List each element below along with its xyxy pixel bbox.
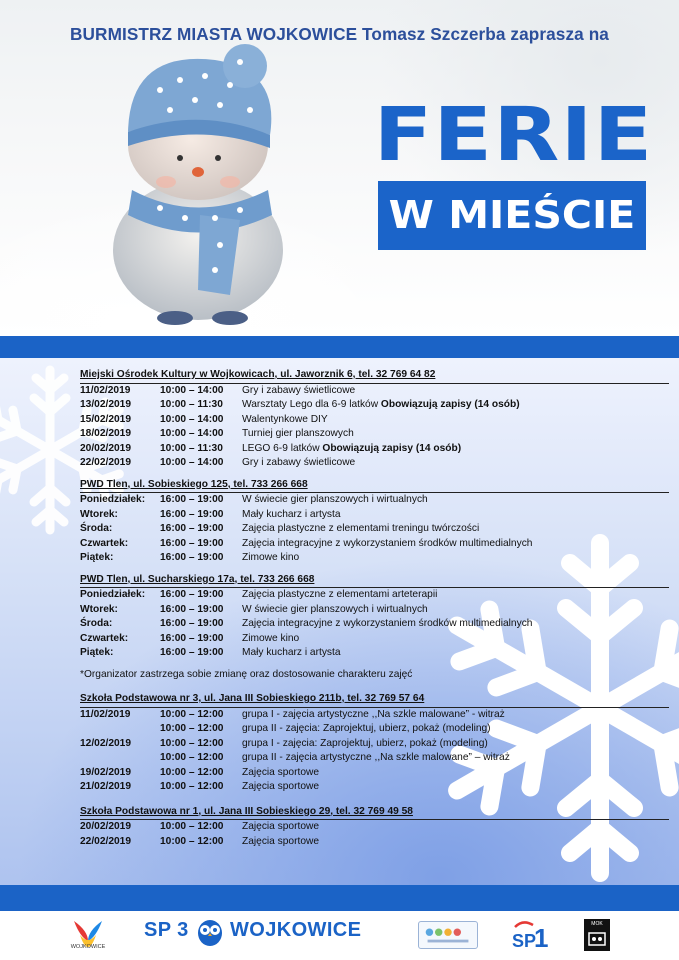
schedule-time: 10:00 – 14:00 [160,384,224,396]
owl-icon [196,917,224,947]
subtitle-box [378,181,646,250]
schedule-activity: grupa II - zajęcia artystyczne ,,Na szkle malowane” – witraż [242,752,510,763]
schedule-row [80,780,669,795]
schedule-date: 13/02/2019 [80,399,131,410]
schedule-time: 10:00 – 11:30 [160,442,223,454]
schedule-activity: Gry i zabawy świetlicowe [242,384,356,396]
schedule-activity: Turniej gier planszowych [242,428,354,439]
schedule-row [80,819,669,835]
schedule-activity: grupa II - zajęcia: Zaprojektuj, ubierz, pokaż (modeling) [242,723,491,734]
schedule-activity: Mały kucharz i artysta [242,647,341,658]
schedule-activity: LEGO 6-9 latków Obowiązują zapisy (14 osób) [242,442,462,454]
schedule-activity: Mały kucharz i artysta [242,508,341,520]
bottom-blue-band [0,885,679,911]
ferie-title: FERIE [373,92,654,178]
schedule-row [80,835,669,850]
schedule-time: 10:00 – 11:30 [160,399,223,410]
schedule-day: Wtorek: [80,508,118,520]
schedule-time: 10:00 – 12:00 [160,781,224,792]
mok-logo-text: MOK [591,921,603,927]
schedule-time: 10:00 – 14:00 [160,428,224,439]
schedule-row [80,537,669,552]
svg-text:1: 1 [534,923,549,953]
schedule-date [80,751,160,766]
schedule-date [80,722,160,737]
schedule-time: 10:00 – 12:00 [160,723,224,734]
schedule-activity: Warsztaty Lego dla 6-9 latków Obowiązują zapisy (14 osób) [242,399,520,410]
wojkowice-logo-text: WOJKOWICE [70,944,106,950]
schedule-date: 12/02/2019 [80,737,131,749]
schedule-date: 18/02/2019 [80,428,131,439]
schedule-date: 20/02/2019 [80,442,131,454]
schedule-row [80,737,669,752]
schedule-time: 16:00 – 19:00 [160,508,224,520]
schedule-activity: Zajęcia plastyczne z elementami treningu twórczości [242,523,480,534]
schedule-time: 16:00 – 19:00 [160,494,224,505]
schedule-activity: Zajęcia sportowe [242,821,320,832]
schedule-activity: Zajęcia integracyjne z wykorzystaniem środków multimedialnych [242,618,533,629]
schedule-activity: Zajęcia sportowe [242,781,320,792]
schedule-time: 10:00 – 12:00 [160,708,224,720]
schedule-date: 19/02/2019 [80,766,131,778]
schedule-activity: W świecie gier planszowych i wirtualnych [242,494,428,505]
schedule-panel [0,358,679,885]
schedule-row [80,398,669,413]
venue-section [80,692,669,795]
schedule-date: 22/02/2019 [80,835,131,847]
schedule-activity: Zajęcia sportowe [242,835,320,847]
schedule-time: 16:00 – 19:00 [160,618,224,629]
schedule-date: 11/02/2019 [80,708,131,720]
schedule-day: Poniedziałek: [80,494,146,505]
svg-text:SP: SP [512,931,537,951]
schedule-row [80,646,669,661]
schedule-row [80,383,669,399]
schedule-date: 15/02/2019 [80,413,131,425]
schedule-activity: Zajęcia integracyjne z wykorzystaniem środków multimedialnych [242,537,533,549]
schedule-day: Czwartek: [80,537,129,549]
venue-section [80,478,669,566]
schedule-date: 11/02/2019 [80,384,131,396]
schedule-time: 10:00 – 12:00 [160,752,224,763]
schedule-row [80,456,669,471]
schedule-row [80,617,669,632]
venue-section [80,805,669,850]
snowman-illustration [80,40,320,330]
schedule-activity: grupa I - zajęcia artystyczne ,,Na szkle malowane” - witraż [242,708,505,720]
schedule-activity: Gry i zabawy świetlicowe [242,457,356,468]
schedule-activity: grupa I - zajęcia: Zaprojektuj, ubierz, pokaż (modeling) [242,737,488,749]
schedule-date: 20/02/2019 [80,821,131,832]
schedule-row [80,522,669,537]
schedule-time: 10:00 – 14:00 [160,457,224,468]
sp3-logo-label: SP 3 [144,919,189,941]
sp1-logo-icon [511,917,551,953]
schedule-row [80,603,669,618]
schedule-time: 16:00 – 19:00 [160,589,224,600]
venue-heading: Szkoła Podstawowa nr 1, ul. Jana III Sobieskiego 29, tel. 32 769 49 58 [80,805,413,817]
schedule-time: 16:00 – 19:00 [160,523,224,534]
schedule-day: Czwartek: [80,632,129,644]
organizer-note: *Organizator zastrzega sobie zmianę oraz dostosowanie charakteru zajęć [80,668,413,680]
schedule-row [80,707,669,723]
schedule-row [80,442,669,457]
schedule-time: 10:00 – 12:00 [160,835,224,847]
schedule-time: 16:00 – 19:00 [160,537,224,549]
schedule-time: 10:00 – 12:00 [160,766,224,778]
top-blue-band [0,336,679,358]
schedule-day: Środa: [80,618,113,629]
schedule-row [80,508,669,523]
schedule-activity: Zajęcia plastyczne z elementami arteterapii [242,589,438,600]
schedule-row [80,766,669,781]
schedule-row [80,722,669,737]
venue-heading: PWD Tlen, ul. Sucharskiego 17a, tel. 733 266 668 [80,573,315,585]
schedule-day: Środa: [80,523,113,534]
schedule-date: 22/02/2019 [80,457,131,468]
schedule-activity: Zimowe kino [242,632,300,644]
schedule-content [80,368,669,856]
venue-heading: PWD Tlen, ul. Sobieskiego 125, tel. 733 266 668 [80,478,308,490]
schedule-row [80,551,669,566]
schedule-day: Poniedziałek: [80,589,146,600]
venue-heading: Szkoła Podstawowa nr 3, ul. Jana III Sobieskiego 211b, tel. 32 769 57 64 [80,693,425,704]
invitation-heading: BURMISTRZ MIASTA WOJKOWICE Tomasz Szczerba zaprasza na [70,24,609,44]
schedule-row [80,587,669,603]
venue-section [80,573,669,661]
venue-heading: Miejski Ośrodek Kultury w Wojkowicach, ul. Jaworznik 6, tel. 32 769 64 82 [80,369,436,380]
schedule-time: 16:00 – 19:00 [160,647,224,658]
schedule-activity: W świecie gier planszowych i wirtualnych [242,603,428,615]
sp3-logo-city: WOJKOWICE [230,919,362,941]
schedule-time: 10:00 – 12:00 [160,737,224,749]
partner-logo-icon [418,921,478,949]
schedule-row [80,632,669,647]
schedule-row [80,751,669,766]
schedule-time: 16:00 – 19:00 [160,632,224,644]
schedule-row [80,492,669,508]
hero-banner [0,0,679,336]
schedule-activity: Zimowe kino [242,552,300,563]
schedule-row [80,413,669,428]
schedule-day: Wtorek: [80,603,118,615]
schedule-activity: Walentynkowe DIY [242,413,328,425]
mok-logo-icon [584,919,610,951]
venue-section [80,368,669,471]
schedule-day: Piątek: [80,647,114,658]
schedule-time: 10:00 – 12:00 [160,821,224,832]
sponsor-footer [0,911,679,960]
schedule-time: 16:00 – 19:00 [160,603,224,615]
schedule-row [80,427,669,442]
ferie-subtitle: W MIEŚCIE [388,193,636,237]
schedule-time: 10:00 – 14:00 [160,413,224,425]
schedule-activity: Zajęcia sportowe [242,766,320,778]
schedule-time: 16:00 – 19:00 [160,552,224,563]
schedule-day: Piątek: [80,552,114,563]
schedule-date: 21/02/2019 [80,781,131,792]
